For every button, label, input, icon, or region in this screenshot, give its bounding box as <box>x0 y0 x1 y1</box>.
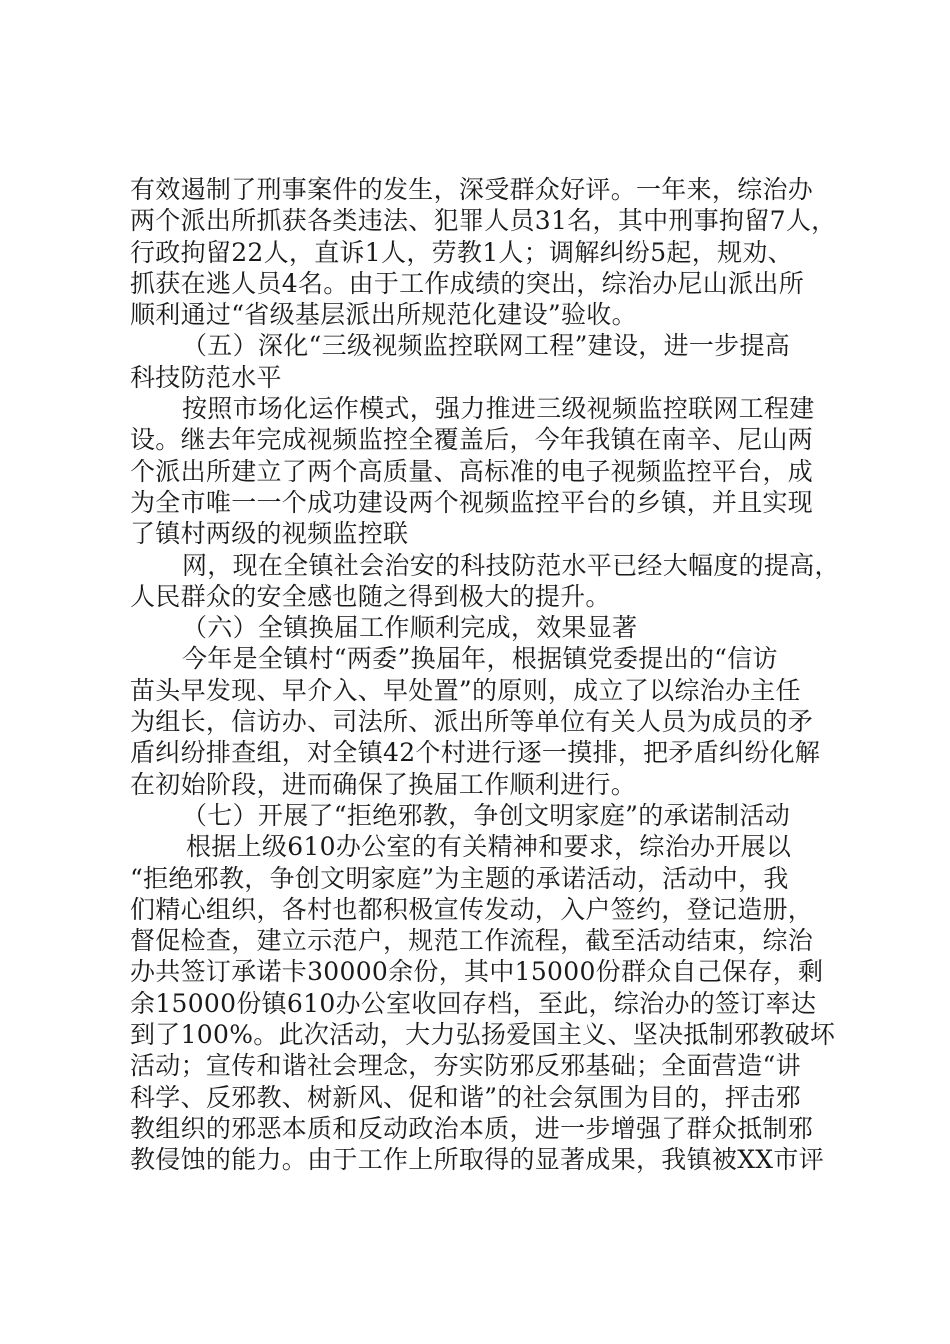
text-line: 教组织的邪恶本质和反动政治本质，进一步增强了群众抵制邪 <box>130 1113 814 1143</box>
text-line: 到了100%。此次活动，大力弘扬爱国主义、坚决抵制邪教破坏 <box>130 1020 836 1050</box>
text-line: 今年是全镇村“两委”换届年，根据镇党委提出的“信访 <box>182 644 778 674</box>
text-line: 活动；宣传和谐社会理念，夯实防邪反邪基础；全面营造“讲 <box>130 1051 801 1081</box>
text-line: 根据上级610办公室的有关精神和要求，综治办开展以 <box>186 832 792 862</box>
text-line: 抓获在逃人员4名。由于工作成绩的突出，综治办尼山派出所 <box>130 268 805 298</box>
text-line: 苗头早发现、早介入、早处置”的原则，成立了以综治办主任 <box>130 675 801 705</box>
text-line: “拒绝邪教，争创文明家庭”为主题的承诺活动，活动中，我 <box>130 863 789 893</box>
text-line: 在初始阶段，进而确保了换届工作顺利进行。 <box>130 769 637 799</box>
text-line: 教侵蚀的能力。由于工作上所取得的显著成果，我镇被XX市评 <box>130 1145 824 1175</box>
text-line: （七）开展了“拒绝邪教，争创文明家庭”的承诺制活动 <box>182 800 791 830</box>
text-line: 个派出所建立了两个高质量、高标准的电子视频监控平台，成 <box>130 456 814 486</box>
text-line: 为全市唯一一个成功建设两个视频监控平台的乡镇，并且实现 <box>130 487 814 517</box>
text-line: 科学、反邪教、树新风、促和谐”的社会氛围为目的，抨击邪 <box>130 1082 801 1112</box>
body-text <box>130 174 840 1176</box>
text-line: （六）全镇换届工作顺利完成，效果显著 <box>182 613 638 643</box>
text-line: 盾纠纷排查组，对全镇42个村进行逐一摸排，把矛盾纠纷化解 <box>130 738 821 768</box>
text-line: 余15000份镇610办公室收回存档，至此，综治办的签订率达 <box>130 988 817 1018</box>
text-line: 人民群众的安全感也随之得到极大的提升。 <box>130 581 611 611</box>
text-line: 有效遏制了刑事案件的发生，深受群众好评。一年来，综治办 <box>130 175 814 204</box>
text-line: 科技防范水平 <box>130 362 282 392</box>
text-line: 们精心组织，各村也都积极宣传发动，入户签约，登记造册， <box>130 894 814 924</box>
text-line: 了镇村两级的视频监控联 <box>130 519 409 549</box>
text-line: 设。继去年完成视频监控全覆盖后，今年我镇在南辛、尼山两 <box>130 425 814 455</box>
text-line: 行政拘留22人，直诉1人，劳教1人；调解纠纷5起，规劝、 <box>130 237 793 267</box>
text-line: 为组长，信访办、司法所、派出所等单位有关人员为成员的矛 <box>130 707 814 737</box>
text-line: （五）深化“三级视频监控联网工程”建设，进一步提高 <box>182 331 791 361</box>
text-line: 两个派出所抓获各类违法、犯罪人员31名，其中刑事拘留7人， <box>130 206 837 236</box>
text-line: 办共签订承诺卡30000余份，其中15000份群众自己保存，剩 <box>130 957 824 987</box>
text-line: 网，现在全镇社会治安的科技防范水平已经大幅度的提高， <box>182 550 840 580</box>
text-line: 顺利通过“省级基层派出所规范化建设”验收。 <box>130 300 637 330</box>
text-line: 按照市场化运作模式，强力推进三级视频监控联网工程建 <box>182 394 815 424</box>
text-line: 督促检查，建立示范户，规范工作流程，截至活动结束，综治 <box>130 926 814 956</box>
